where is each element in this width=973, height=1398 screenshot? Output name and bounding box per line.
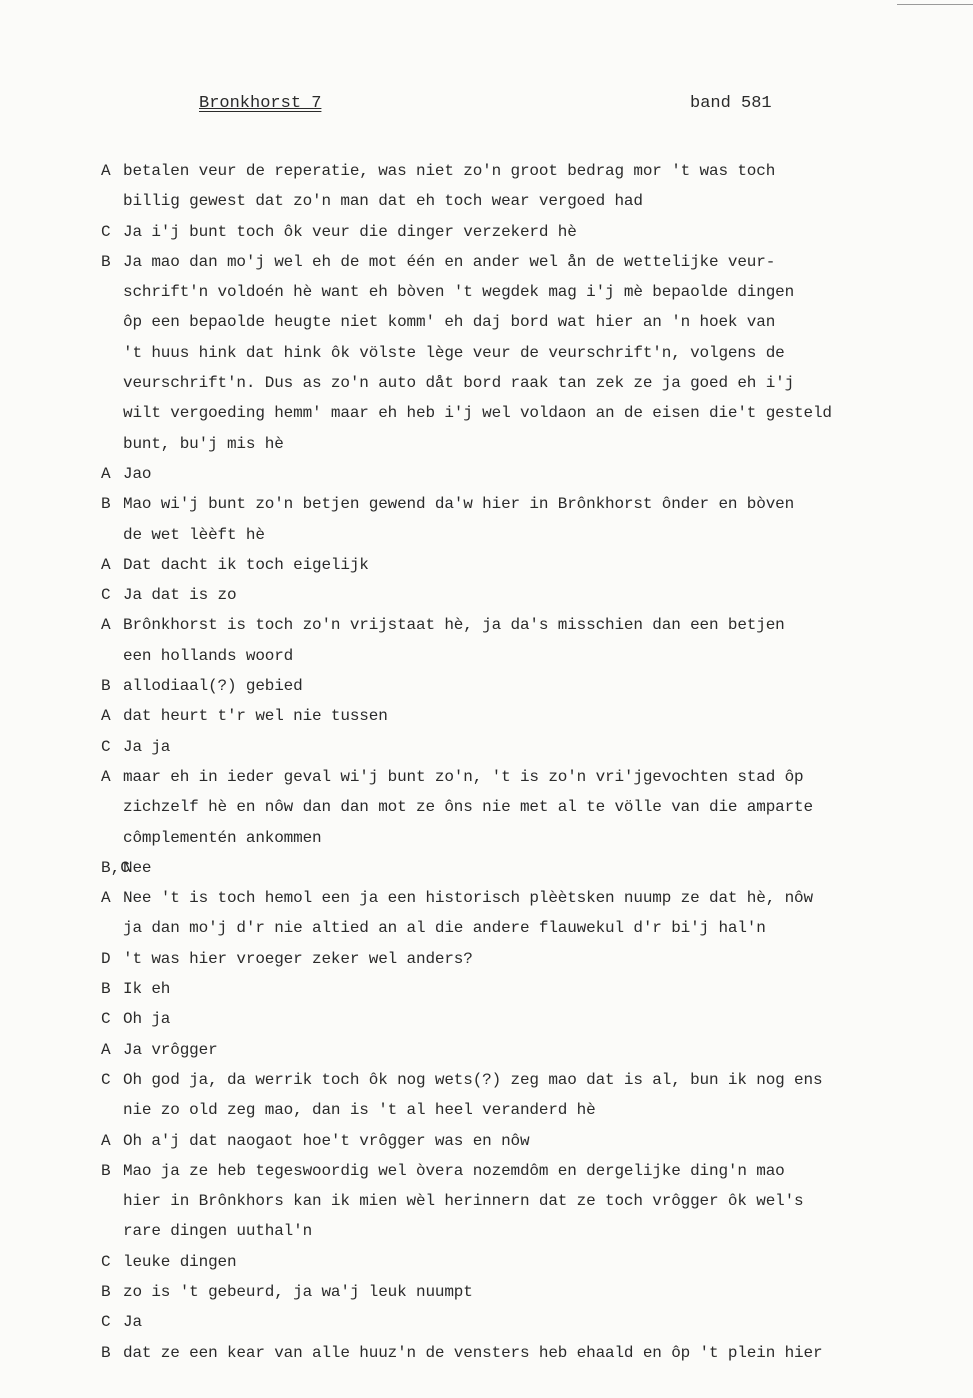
speaker-label: B xyxy=(101,252,111,271)
utterance-line: hier in Brônkhors kan ik mien wèl herinnern dat ze toch vrôgger ôk wel's xyxy=(123,1192,804,1211)
utterance-line: dat ze een kear van alle huuz'n de vensters heb ehaald en ôp 't plein hier xyxy=(123,1343,823,1362)
utterance-line: Oh god ja, da werrik toch ôk nog wets(?) zeg mao dat is al, bun ik nog ens xyxy=(123,1070,823,1089)
speaker-label: A xyxy=(101,707,111,726)
utterance-line: ôp een bepaolde heugte niet komm' eh daj bord wat hier an 'n hoek van xyxy=(123,313,776,332)
transcript-turn xyxy=(101,1277,951,1307)
speaker-label: B xyxy=(101,1161,111,1180)
utterance-line: Brônkhorst is toch zo'n vrijstaat hè, ja da's misschien dan een betjen xyxy=(123,616,785,635)
speaker-label: A xyxy=(101,162,111,180)
speaker-label: B xyxy=(101,495,111,514)
transcript-turn xyxy=(101,1065,951,1126)
corner-rule xyxy=(897,4,973,5)
utterance-line: de wet lèèft hè xyxy=(123,525,265,544)
utterance-line: bunt, bu'j mis hè xyxy=(123,434,284,453)
utterance-line: dat heurt t'r wel nie tussen xyxy=(123,707,388,726)
speaker-label: A xyxy=(101,555,111,574)
transcript-turn xyxy=(101,610,951,671)
transcript-turn xyxy=(101,1126,951,1156)
band-number: band 581 xyxy=(690,94,772,113)
transcript-turn xyxy=(101,217,951,247)
transcript-turn xyxy=(101,853,951,883)
utterance-line: Ja i'j bunt toch ôk veur die dinger verzekerd hè xyxy=(123,222,577,241)
speaker-label: B xyxy=(101,1282,111,1301)
speaker-label: C xyxy=(101,1252,111,1271)
document-title: Bronkhorst 7 xyxy=(199,94,322,113)
transcript-turn xyxy=(101,156,951,217)
utterance-line: cômplementén ankommen xyxy=(123,828,322,847)
utterance-line: Mao wi'j bunt zo'n betjen gewend da'w hier in Brônkhorst ônder en bòven xyxy=(123,495,795,514)
speaker-label: C xyxy=(101,222,111,241)
speaker-label: C xyxy=(101,1010,111,1029)
utterance-line: leuke dingen xyxy=(123,1252,237,1271)
transcript-turn xyxy=(101,944,951,974)
transcript-turn xyxy=(101,459,951,489)
utterance-line: een hollands woord xyxy=(123,646,294,665)
speaker-label: D xyxy=(101,949,111,968)
transcript-turn xyxy=(101,1004,951,1034)
transcript-turn xyxy=(101,1156,951,1247)
speaker-label: B xyxy=(101,980,111,999)
utterance-line: maar eh in ieder geval wi'j bunt zo'n, 't is zo'n vri'jgevochten stad ôp xyxy=(123,767,804,786)
speaker-label: C xyxy=(101,1313,111,1332)
speaker-label: B,C xyxy=(101,858,130,877)
utterance-line: nie zo old zeg mao, dan is 't al heel veranderd hè xyxy=(123,1101,596,1120)
speaker-label: B xyxy=(101,1343,111,1362)
utterance-line: 't was hier vroeger zeker wel anders? xyxy=(123,949,473,968)
utterance-line: billig gewest dat zo'n man dat eh toch wear vergoed had xyxy=(123,192,643,211)
speaker-label: B xyxy=(101,677,111,696)
utterance-line: Ja mao dan mo'j wel eh de mot één en ander wel ån de wettelijke veur- xyxy=(123,252,776,271)
utterance-line: Nee 't is toch hemol een ja een historisch plèètsken nuump ze dat hè, nôw xyxy=(123,889,813,908)
utterance-line: ja dan mo'j d'r nie altied an al die andere flauwekul d'r bi'j hal'n xyxy=(123,919,766,938)
transcript-turn xyxy=(101,883,951,944)
utterance-line: Ja ja xyxy=(123,737,171,756)
speaker-label: C xyxy=(101,737,111,756)
transcript xyxy=(101,156,951,1368)
page-header xyxy=(0,94,973,120)
transcript-turn xyxy=(101,489,951,550)
speaker-label: A xyxy=(101,767,111,786)
utterance-line: rare dingen uuthal'n xyxy=(123,1222,313,1241)
transcript-turn xyxy=(101,247,951,459)
transcript-turn xyxy=(101,580,951,610)
utterance-line: Oh ja xyxy=(123,1010,171,1029)
transcript-turn xyxy=(101,1035,951,1065)
utterance-line: Ja vrôgger xyxy=(123,1040,218,1059)
speaker-label: A xyxy=(101,889,111,908)
utterance-line: veurschrift'n. Dus as zo'n auto dåt bord raak tan zek ze ja goed eh i'j xyxy=(123,374,795,393)
utterance-line: Oh a'j dat naogaot hoe't vrôgger was en nôw xyxy=(123,1131,530,1150)
utterance-line: Ik eh xyxy=(123,980,171,999)
utterance-line: Jao xyxy=(123,464,152,483)
transcript-turn xyxy=(101,732,951,762)
speaker-label: A xyxy=(101,464,111,483)
transcript-turn xyxy=(101,1338,951,1368)
transcript-turn xyxy=(101,1247,951,1277)
utterance-line: wilt vergoeding hemm' maar eh heb i'j wel voldaon an de eisen die't gesteld xyxy=(123,404,832,423)
utterance-line: Mao ja ze heb tegeswoordig wel òvera nozemdôm en dergelijke ding'n mao xyxy=(123,1161,785,1180)
speaker-label: A xyxy=(101,1131,111,1150)
utterance-line: Nee xyxy=(123,858,152,877)
utterance-line: zo is 't gebeurd, ja wa'j leuk nuumpt xyxy=(123,1282,473,1301)
transcript-turn xyxy=(101,1307,951,1337)
utterance-line: Ja xyxy=(123,1313,142,1332)
speaker-label: A xyxy=(101,1040,111,1059)
speaker-label: C xyxy=(101,586,111,605)
speaker-label: C xyxy=(101,1070,111,1089)
transcript-turn xyxy=(101,550,951,580)
utterance-line: zichzelf hè en nôw dan dan mot ze ôns nie met al te völle van die amparte xyxy=(123,798,813,817)
utterance-line: betalen veur de reperatie, was niet zo'n groot bedrag mor 't was toch xyxy=(123,162,776,180)
utterance-line: schrift'n voldoén hè want eh bòven 't wegdek mag i'j mè bepaolde dingen xyxy=(123,283,795,302)
transcript-turn xyxy=(101,671,951,701)
transcript-turn xyxy=(101,762,951,853)
utterance-line: 't huus hink dat hink ôk völste lège veur de veurschrift'n, volgens de xyxy=(123,343,785,362)
transcript-turn xyxy=(101,701,951,731)
transcript-turn xyxy=(101,974,951,1004)
utterance-line: Ja dat is zo xyxy=(123,586,237,605)
utterance-line: allodiaal(?) gebied xyxy=(123,677,303,696)
speaker-label: A xyxy=(101,616,111,635)
utterance-line: Dat dacht ik toch eigelijk xyxy=(123,555,369,574)
